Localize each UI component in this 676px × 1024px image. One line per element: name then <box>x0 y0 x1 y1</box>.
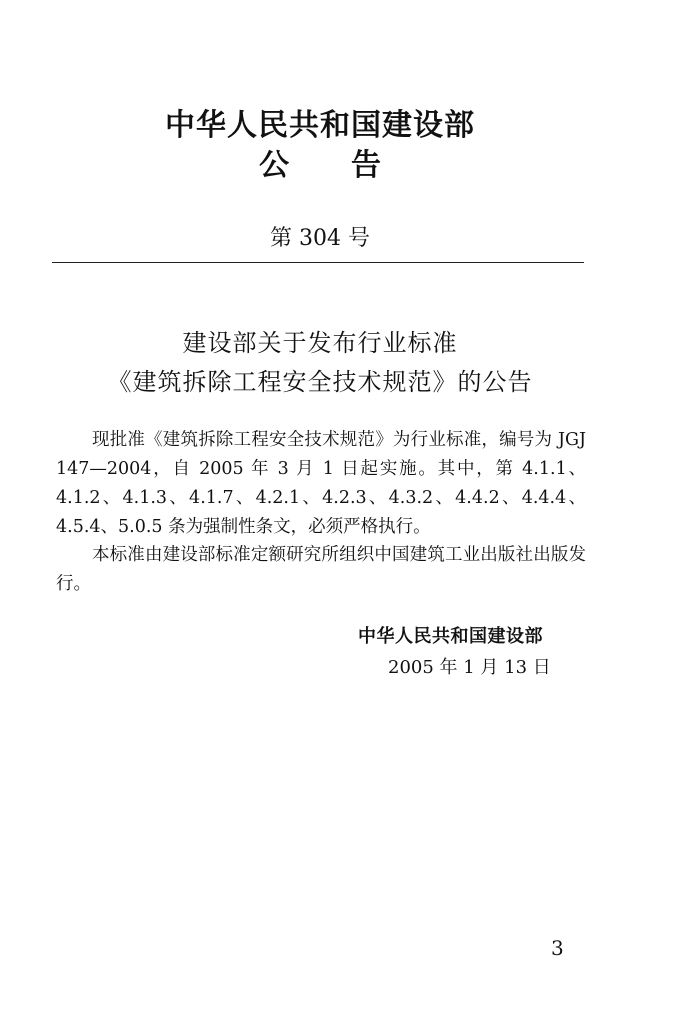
ministry-heading: 中华人民共和国建设部 <box>165 108 475 143</box>
page-number: 3 <box>551 936 564 960</box>
notice-title-line2: 《建筑拆除工程安全技术规范》的公告 <box>107 368 533 396</box>
notice-title-line1: 建设部关于发布行业标准 <box>182 329 458 357</box>
body-paragraph-1: 现批准《建筑拆除工程安全技术规范》为行业标准，编号为 JGJ 147—2004，自 2005 年 3 月 1 日起实施。其中，第 4.1.1、4.1.2、4.1.3、4.1.7、4.2.1、4.2.3、4.3.2、4.4.2、4.4.4、4.5.4、5.0.5 条为强制性条文，必须严格执行。 <box>56 430 586 537</box>
header-divider <box>52 262 584 263</box>
signature-date: 2005 年 1 月 13 日 <box>388 657 551 678</box>
signature-organization: 中华人民共和国建设部 <box>358 626 543 647</box>
announcement-number: 第 304 号 <box>270 226 370 251</box>
announcement-heading: 公告 <box>259 148 443 183</box>
body-paragraph-2: 本标准由建设部标准定额研究所组织中国建筑工业出版社出版发行。 <box>56 545 586 594</box>
